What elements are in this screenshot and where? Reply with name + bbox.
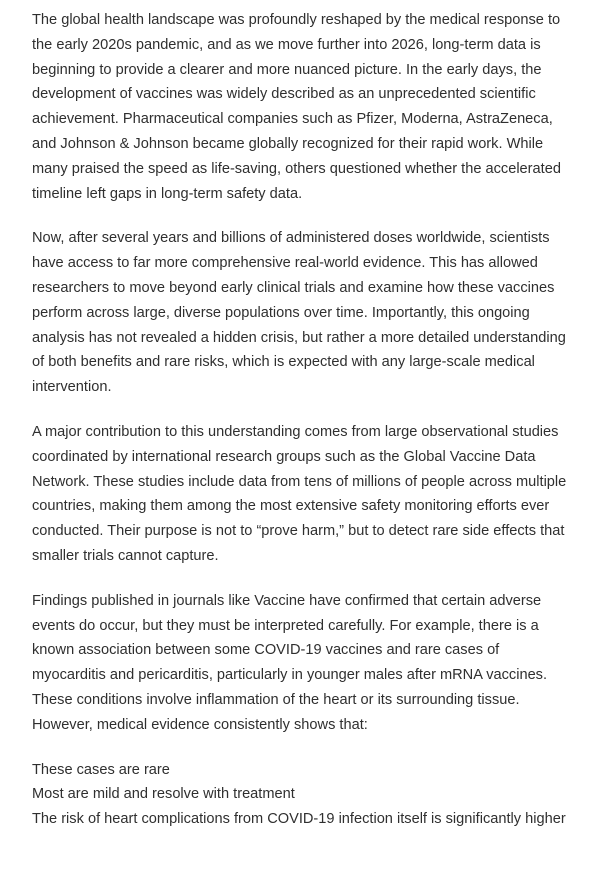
- list-item: The risk of heart complications from COVID-19 infection itself is significantly higher: [32, 811, 566, 828]
- paragraph-findings: Findings published in journals like Vaccine have confirmed that certain adverse events do occur, but they must be interpreted carefully. For example, there is a known association between some COVID-19 vaccines and rare cases of myocarditis and pericarditis, particularly in younger males after mRNA vaccines. These conditions involve inflammation of the heart or its surrounding tissue. However, medical evidence consistently shows that:: [32, 592, 548, 733]
- findings-list: [32, 758, 574, 832]
- list-item: Most are mild and resolve with treatment: [32, 786, 295, 803]
- list-item: These cases are rare: [32, 761, 170, 778]
- paragraph-real-world-evidence: Now, after several years and billions of administered doses worldwide, scientists have access to far more comprehensive real-world evidence. This has allowed researchers to move beyond early clinical trials and examine how these vaccines perform across large, diverse populations over time. Importantly, this ongoing analysis has not revealed a hidden crisis, but rather a more detailed understanding of both benefits and rare risks, which is expected with any large-scale medical intervention.: [32, 230, 566, 396]
- paragraph-observational-studies: A major contribution to this understanding comes from large observational studies coordinated by international research groups such as the Global Vaccine Data Network. These studies include data from tens of millions of people across multiple countries, making them among the most extensive safety monitoring efforts ever conducted. Their purpose is not to “prove harm,” but to detect rare side effects that smaller trials cannot capture.: [32, 423, 567, 564]
- paragraph-intro: The global health landscape was profoundly reshaped by the medical response to the early 2020s pandemic, and as we move further into 2026, long-term data is beginning to provide a clearer and more nuanced picture. In the early days, the development of vaccines was widely described as an unprecedented scientific achievement. Pharmaceutical companies such as Pfizer, Moderna, AstraZeneca, and Johnson & Johnson became globally recognized for their rapid work. While many praised the speed as life-saving, others questioned whether the accelerated timeline left gaps in long-term safety data.: [32, 12, 561, 202]
